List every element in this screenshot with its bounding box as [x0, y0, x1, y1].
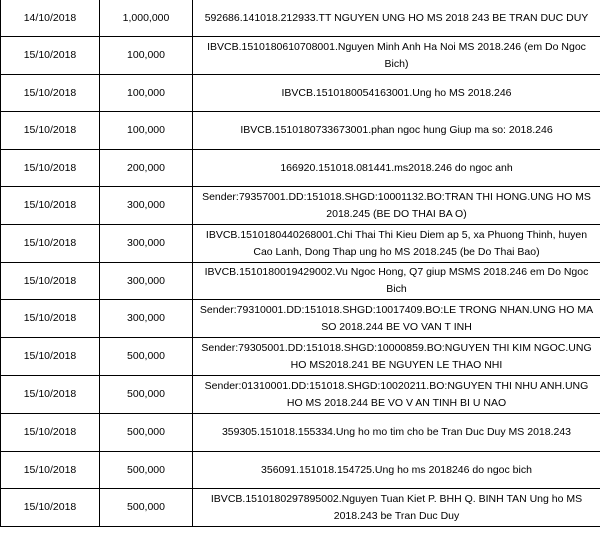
table-row: [1, 414, 600, 452]
description-cell: 592686.141018.212933.TT NGUYEN UNG HO MS 2018 243 BE TRAN DUC DUY: [193, 0, 600, 37]
date-cell: 15/10/2018: [1, 452, 100, 489]
table-row: [1, 452, 600, 489]
date-cell: 15/10/2018: [1, 300, 100, 338]
amount-cell: 100,000: [100, 75, 193, 112]
description-cell: 359305.151018.155334.Ung ho mo tim cho be Tran Duc Duy MS 2018.243: [193, 414, 600, 452]
table-row: [1, 75, 600, 112]
date-cell: 15/10/2018: [1, 112, 100, 150]
date-cell: 15/10/2018: [1, 150, 100, 187]
date-cell: 15/10/2018: [1, 187, 100, 225]
amount-cell: 500,000: [100, 452, 193, 489]
amount-cell: 500,000: [100, 414, 193, 452]
amount-cell: 100,000: [100, 37, 193, 75]
amount-cell: 200,000: [100, 150, 193, 187]
date-cell: 15/10/2018: [1, 338, 100, 376]
table-row: [1, 300, 600, 338]
amount-cell: 300,000: [100, 225, 193, 263]
amount-cell: 100,000: [100, 112, 193, 150]
table-row: [1, 338, 600, 376]
table-row: [1, 0, 600, 37]
amount-cell: 300,000: [100, 187, 193, 225]
description-cell: IBVCB.1510180733673001.phan ngoc hung Giup ma so: 2018.246: [193, 112, 600, 150]
table-row: [1, 150, 600, 187]
description-cell: IBVCB.1510180297895002.Nguyen Tuan Kiet P. BHH Q. BINH TAN Ung ho MS 2018.243 be Tran Duc Duy: [193, 489, 600, 527]
table-row: [1, 263, 600, 300]
description-cell: IBVCB.1510180054163001.Ung ho MS 2018.246: [193, 75, 600, 112]
amount-cell: 500,000: [100, 376, 193, 414]
date-cell: 15/10/2018: [1, 37, 100, 75]
amount-cell: 500,000: [100, 338, 193, 376]
description-cell: Sender:79357001.DD:151018.SHGD:10001132.BO:TRAN THI HONG.UNG HO MS 2018.245 (BE DO THAI BA O): [193, 187, 600, 225]
date-cell: 15/10/2018: [1, 75, 100, 112]
description-cell: Sender:79310001.DD:151018.SHGD:10017409.BO:LE TRONG NHAN.UNG HO MA SO 2018.244 BE VO VAN T INH: [193, 300, 600, 338]
date-cell: 15/10/2018: [1, 225, 100, 263]
date-cell: 15/10/2018: [1, 489, 100, 527]
amount-cell: 500,000: [100, 489, 193, 527]
table-row: [1, 376, 600, 414]
description-cell: Sender:79305001.DD:151018.SHGD:10000859.BO:NGUYEN THI KIM NGOC.UNG HO MS2018.241 BE NGUYEN LE THAO NHI: [193, 338, 600, 376]
description-cell: IBVCB.1510180440268001.Chi Thai Thi Kieu Diem ap 5, xa Phuong Thinh, huyen Cao Lanh, Dong Thap ung ho MS 2018.245 (be Do Thai Bao): [193, 225, 600, 263]
amount-cell: 1,000,000: [100, 0, 193, 37]
table-row: [1, 225, 600, 263]
table-row: [1, 489, 600, 527]
description-cell: IBVCB.1510180610708001.Nguyen Minh Anh Ha Noi MS 2018.246 (em Do Ngoc Bich): [193, 37, 600, 75]
date-cell: 14/10/2018: [1, 0, 100, 37]
date-cell: 15/10/2018: [1, 263, 100, 300]
description-cell: IBVCB.1510180019429002.Vu Ngoc Hong, Q7 giup MSMS 2018.246 em Do Ngoc Bich: [193, 263, 600, 300]
date-cell: 15/10/2018: [1, 414, 100, 452]
description-cell: 356091.151018.154725.Ung ho ms 2018246 do ngoc bich: [193, 452, 600, 489]
date-cell: 15/10/2018: [1, 376, 100, 414]
table-row: [1, 187, 600, 225]
amount-cell: 300,000: [100, 300, 193, 338]
description-cell: 166920.151018.081441.ms2018.246 do ngoc anh: [193, 150, 600, 187]
description-cell: Sender:01310001.DD:151018.SHGD:10020211.BO:NGUYEN THI NHU ANH.UNG HO MS 2018.244 BE VO V AN TINH BI U NAO: [193, 376, 600, 414]
table-row: [1, 37, 600, 75]
table-row: [1, 112, 600, 150]
amount-cell: 300,000: [100, 263, 193, 300]
